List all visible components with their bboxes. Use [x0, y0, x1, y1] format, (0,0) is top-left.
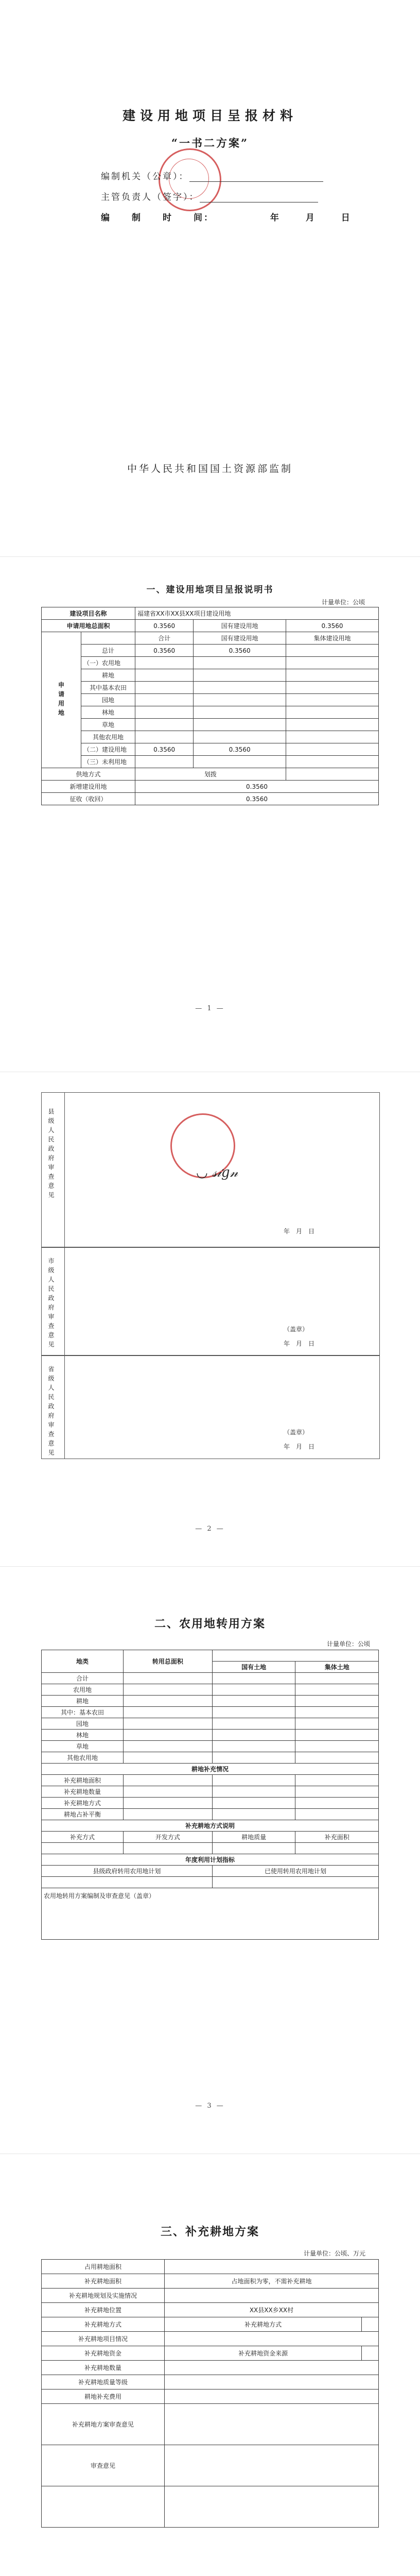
section-3-unit: 计量单位：公顷、万元 [304, 2250, 366, 2257]
page-number-2: — 2 — [195, 1525, 225, 1533]
cover-date-line [101, 210, 352, 223]
s1-area-value: 0.3560 [135, 781, 379, 793]
review-3-date: 年 月 日 [284, 1443, 315, 1450]
s1-col-sum: 合计 [135, 632, 194, 645]
s2-row-6: 草地 [42, 1741, 124, 1752]
s3-r3-value: XX县XX乡XX村 [165, 2303, 379, 2317]
s1-build-value: 0.3560 [135, 743, 194, 756]
cover-compiler-label: 编制机关（公章）： [101, 172, 189, 182]
cover-year: 年 [270, 213, 281, 223]
s3-r7-value [165, 2361, 379, 2375]
s1-project-value: 福建省XX市XX县XX项目建设用地 [135, 607, 379, 620]
s2-row-4: 园地 [42, 1718, 124, 1730]
s2-row-3: 其中：基本农田 [42, 1707, 124, 1718]
section-1-title: 一、建设用地项目呈报说明书 [146, 585, 274, 595]
review-2-label: 市级人民政府审查意见 [47, 1258, 55, 1350]
s3-r6-value: 补充耕地资金来源 [165, 2346, 362, 2361]
s1-total-state: 0.3560 [194, 645, 286, 657]
s2-row-0: 合计 [42, 1673, 124, 1684]
s1-col-state: 国有建设用地 [194, 632, 286, 645]
cover-compiler-fill [189, 171, 323, 182]
review-1-label: 县级人民政府审查意见 [47, 1108, 55, 1201]
cover-title: 建设用地项目呈报材料 [122, 108, 297, 123]
review-3-seal-label: （盖章） [284, 1429, 309, 1436]
s1-side-label: 申请用地 [42, 632, 81, 768]
cover-subtitle: “一书二方案” [171, 137, 249, 149]
s3-r3-label: 补充耕地位置 [42, 2303, 165, 2317]
s2-plan: 年度利用计划指标 [42, 1854, 379, 1866]
s2-row-7: 其他农用地 [42, 1752, 124, 1764]
s1-farm-sub6: 其他农用地 [81, 731, 135, 743]
s1-row-total: 总计 [81, 645, 135, 657]
s1-build-label: （二）建设用地 [81, 743, 135, 756]
s1-col-collective: 集体建设用地 [286, 632, 379, 645]
ministry-label: 中华人民共和国国土资源部监制 [127, 463, 293, 474]
s1-unused-label: （三）未利用地 [81, 756, 135, 768]
s3-r9-value [165, 2389, 379, 2404]
review-2-date: 年 月 日 [284, 1340, 315, 1347]
s2-plan-b: 已使用转用农用地计划 [212, 1866, 378, 1877]
section-3-table [41, 2259, 379, 2528]
s2-rcell-0: 补充方式 [42, 1832, 124, 1843]
s2-h-total: 转用总面积 [124, 1650, 213, 1673]
review-1-date: 年 月 日 [284, 1228, 315, 1235]
review-2-seal-label: （盖章） [284, 1326, 309, 1333]
s3-r8-label: 补充耕地质量等级 [42, 2375, 165, 2389]
s3-r4-label: 补充耕地方式 [42, 2317, 165, 2332]
s3-r4-value: 补充耕地方式 [165, 2317, 362, 2332]
s2-h-category: 地类 [42, 1650, 124, 1673]
s1-total-sum: 0.3560 [135, 645, 194, 657]
s2-opinion: 农用地转用方案编制及审查意见（盖章） [42, 1888, 379, 1940]
s2-row-2: 耕地 [42, 1696, 124, 1707]
section-2-table [41, 1650, 379, 1940]
s3-opinion-b: 审查意见 [42, 2445, 165, 2486]
review-box-1 [41, 1092, 380, 1248]
cover-month: 月 [305, 213, 316, 223]
s1-blank-header [81, 632, 135, 645]
s3-r5-value [165, 2332, 379, 2346]
cover-head-fill [200, 192, 318, 202]
s2-section-3: 补充耕地方式说明 [42, 1820, 379, 1832]
section-3-title: 三、补充耕地方案 [160, 2226, 259, 2239]
s2-section-2: 耕地补充情况 [42, 1764, 379, 1775]
s1-area-label: 新增建设用地 [42, 781, 135, 793]
s3-r0-label: 占用耕地面积 [42, 2260, 165, 2274]
cover-day: 日 [341, 213, 352, 223]
section-3-page [0, 2154, 420, 2576]
s2-rcell-1: 开发方式 [124, 1832, 213, 1843]
s2-rcell-3: 补充面积 [295, 1832, 379, 1843]
s2-row-5: 林地 [42, 1730, 124, 1741]
s2-rows2-1: 补充耕地数量 [42, 1786, 124, 1798]
s1-farm-sub3: 园地 [81, 694, 135, 706]
s3-r1-label: 补充耕地面积 [42, 2274, 165, 2289]
s1-collect-label: 征收（收回） [42, 793, 135, 805]
s3-r5-label: 补充耕地项目情况 [42, 2332, 165, 2346]
s3-r2-label: 补充耕地规划及实施情况 [42, 2289, 165, 2303]
s3-r1-value: 占地面积为零，不需补充耕地 [165, 2274, 379, 2289]
review-box-3 [41, 1355, 380, 1459]
cover-head-line [101, 190, 318, 202]
s3-r2-value [165, 2289, 379, 2303]
section-2-page [0, 1566, 420, 2154]
s3-r6-label: 补充耕地资金 [42, 2346, 165, 2361]
s1-supply-label: 供地方式 [42, 768, 135, 781]
section-1b-page [0, 1072, 420, 1566]
s3-r8-value [165, 2375, 379, 2389]
s2-row-1: 农用地 [42, 1684, 124, 1696]
s3-r9-label: 耕地补充费用 [42, 2389, 165, 2404]
s1-total-collective [286, 645, 379, 657]
s1-farm-label: （一）农用地 [81, 657, 135, 669]
s3-r0-value [165, 2260, 379, 2274]
page-number-3: — 3 — [195, 2102, 225, 2110]
s2-rows2-2: 补充耕地方式 [42, 1798, 124, 1809]
s1-apply-value: 0.3560 [135, 620, 194, 632]
s3-opinion-a: 补充耕地方案审查意见 [42, 2404, 165, 2445]
review-3-label: 省级人民政府审查意见 [47, 1366, 55, 1459]
section-1-table [41, 607, 379, 805]
s1-farm-sub4: 林地 [81, 706, 135, 719]
s2-h-state: 国有土地 [212, 1662, 295, 1673]
s1-collect-value: 0.3560 [135, 793, 379, 805]
page-number-1: — 1 — [195, 1005, 225, 1012]
s1-apply-label: 申请用地总面积 [42, 620, 135, 632]
s1-project-label: 建设项目名称 [42, 607, 135, 620]
s2-h-collective: 集体土地 [295, 1662, 379, 1673]
s2-h-blank [212, 1650, 378, 1662]
cover-date-label: 编 制 时 间： [101, 213, 214, 223]
cover-compiler-line [101, 169, 323, 182]
cover-page [0, 0, 420, 556]
s2-rows2-0: 补充耕地面积 [42, 1775, 124, 1786]
review-box-2 [41, 1247, 380, 1356]
s1-farm-sub2: 其中基本农田 [81, 682, 135, 694]
s2-rows2-3: 耕地占补平衡 [42, 1809, 124, 1820]
section-1-page [0, 556, 420, 1072]
s2-rcell-2: 耕地质量 [212, 1832, 295, 1843]
s1-state-value: 0.3560 [286, 620, 379, 632]
review-1-signature: ◡ 𝓈𝒾𝑔𝓃 [196, 1165, 238, 1180]
s2-plan-a: 县级政府转用农用地计划 [42, 1866, 213, 1877]
s1-build-value-state: 0.3560 [194, 743, 286, 756]
s1-state-label: 国有建设用地 [194, 620, 286, 632]
section-2-unit: 计量单位：公顷 [327, 1640, 371, 1648]
cover-head-label: 主管负责人（签字）： [101, 192, 200, 202]
s1-farm-sub1: 耕地 [81, 669, 135, 682]
section-2-title: 二、农用地转用方案 [154, 1618, 266, 1631]
section-1-unit: 计量单位：公顷 [322, 599, 365, 606]
s3-r7-label: 补充耕地数量 [42, 2361, 165, 2375]
s1-farm-sub5: 草地 [81, 719, 135, 731]
s1-supply-value: 划拨 [135, 768, 286, 781]
